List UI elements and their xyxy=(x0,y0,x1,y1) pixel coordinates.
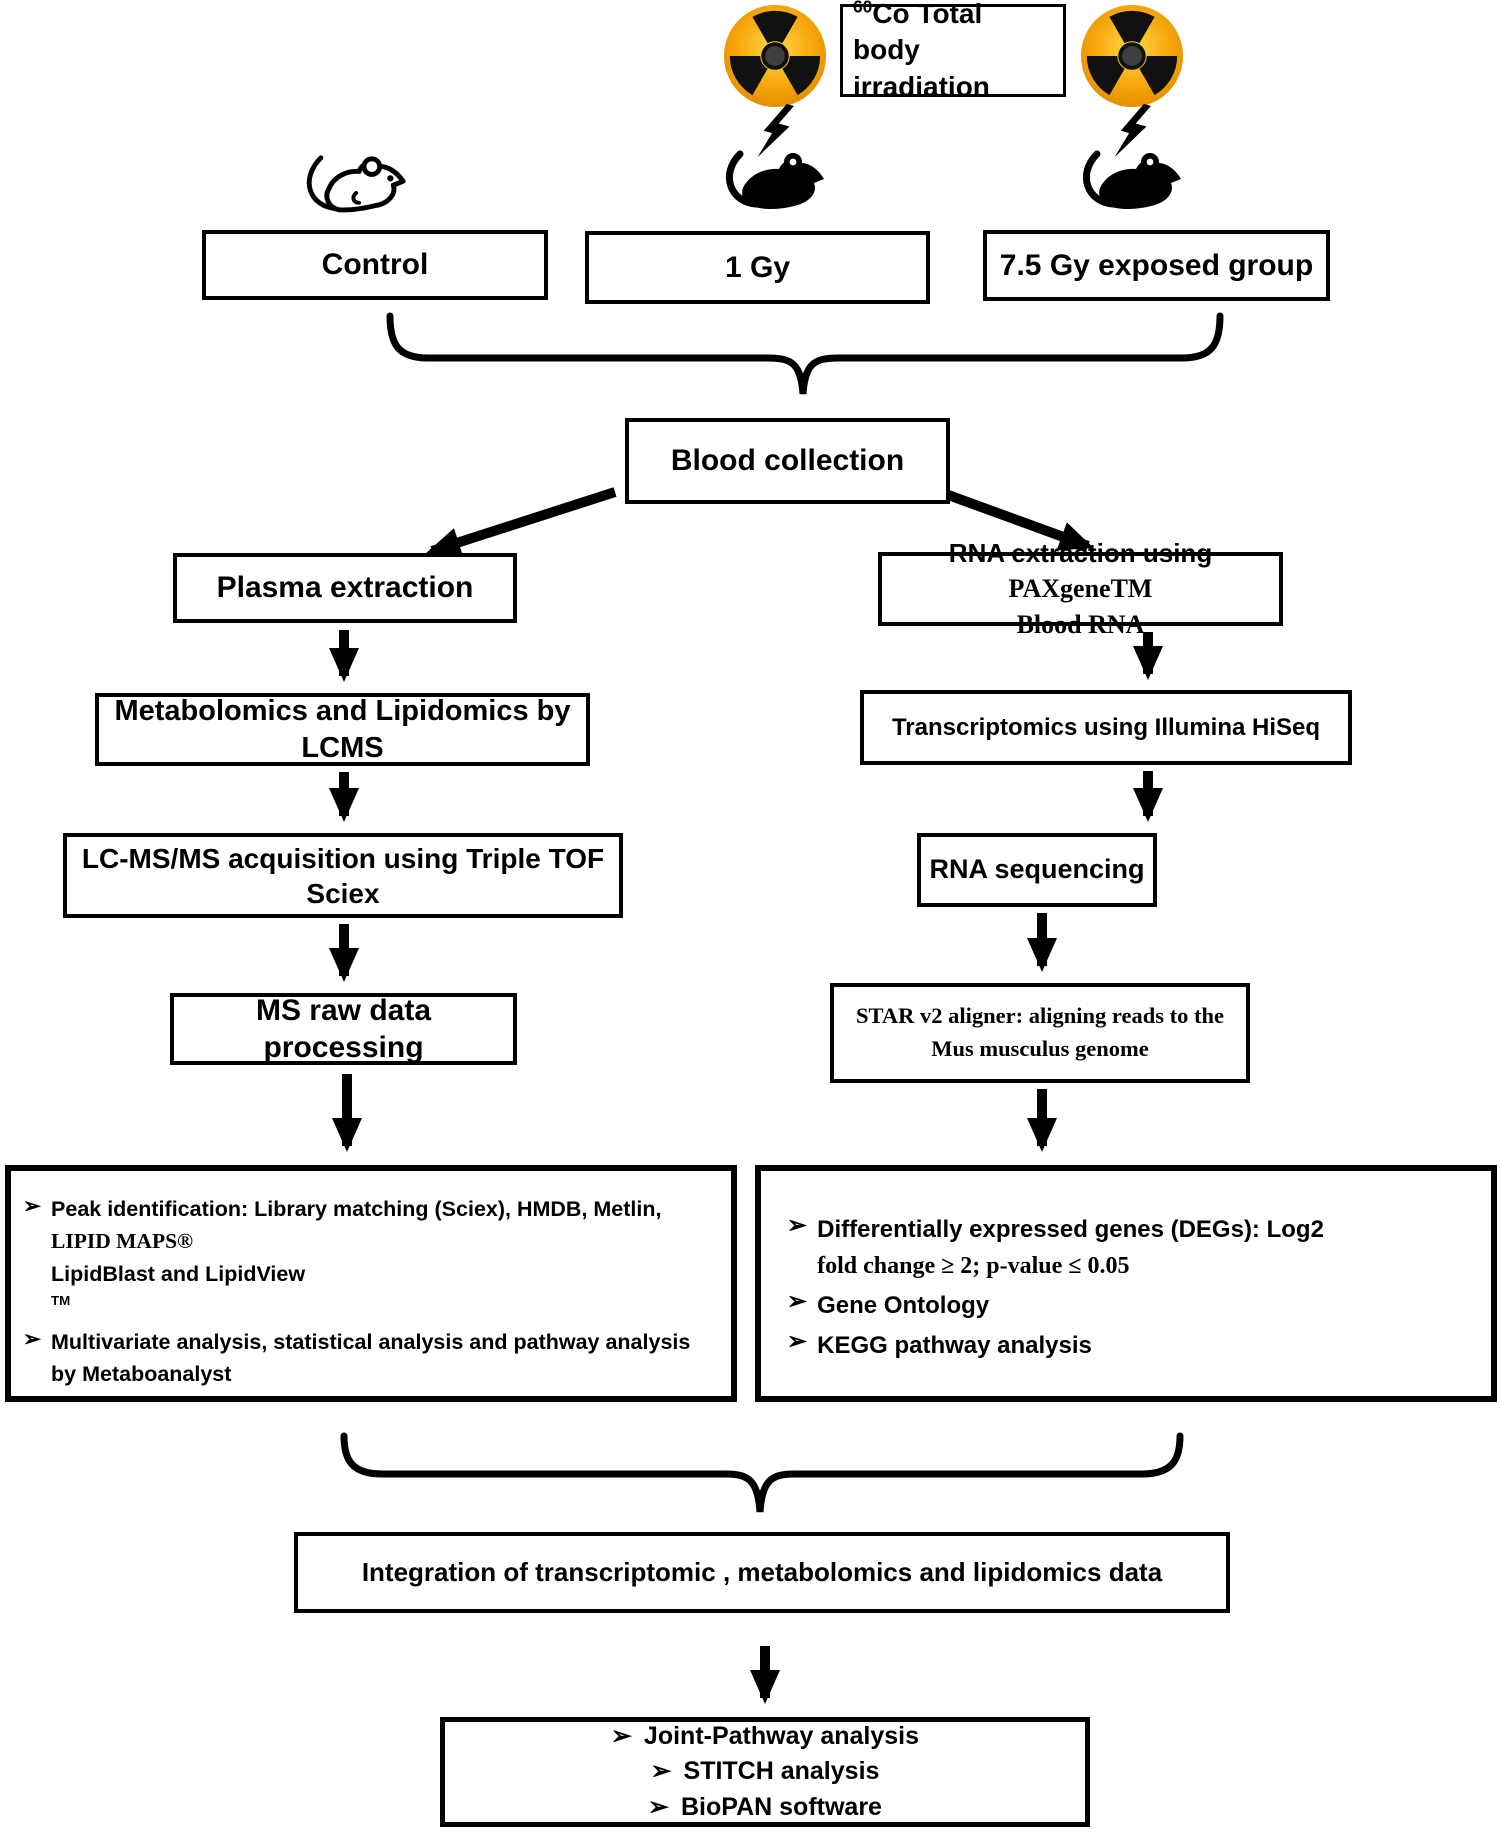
cobalt-60-superscript: 60 xyxy=(853,0,873,17)
mouse-irradiated-icon xyxy=(716,146,834,226)
bullet-kegg: ➢ KEGG pathway analysis xyxy=(787,1327,1092,1359)
step-plasma-extraction xyxy=(173,553,517,623)
arrowhead-bullet-icon: ➢ xyxy=(787,1288,808,1316)
mouse-outline-icon xyxy=(298,148,428,238)
irradiation-label-text: $^{60}$Co Total body irradiation xyxy=(853,0,1053,105)
bullet-gene-ontology: ➢ Gene Ontology xyxy=(787,1288,990,1320)
step-label: MS raw data processing xyxy=(255,993,432,1064)
final-analysis-box xyxy=(440,1717,1090,1827)
step-rna-sequencing xyxy=(917,833,1157,907)
final-item-stitch: ➢ STITCH analysis xyxy=(650,1757,880,1786)
irradiation-label xyxy=(840,0,1066,102)
metabolomics-results-box xyxy=(5,1165,737,1402)
arrowhead-bullet-icon: ➢ xyxy=(648,1792,669,1821)
arrowhead-bullet-icon: ➢ xyxy=(787,1327,808,1355)
group-box-75gy xyxy=(983,230,1330,301)
arrowhead-bullet-icon: ➢ xyxy=(650,1757,672,1786)
bullet-multivariate-analysis: ➢ Multivariate analysis, statistical analysis and pathway analysis by Metaboanalyst xyxy=(23,1327,691,1387)
mouse-irradiated-icon xyxy=(1073,146,1191,226)
step-label: Integration of transcriptomic , metabolomics and lipidomics data xyxy=(361,1557,1163,1588)
step-label: Transcriptomics using Illumina HiSeq xyxy=(891,713,1321,741)
transcriptomics-results-box xyxy=(755,1165,1497,1402)
final-item-joint-pathway: ➢ Joint-Pathway analysis xyxy=(610,1721,920,1750)
step-ms-raw-processing xyxy=(170,993,517,1065)
arrowhead-bullet-icon: ➢ xyxy=(23,1327,42,1351)
step-transcriptomics xyxy=(860,690,1352,765)
radiation-icon xyxy=(721,2,829,110)
group-label: Control xyxy=(321,248,429,282)
group-box-1gy xyxy=(585,231,930,304)
bullet-peak-identification: ➢ Peak identification: Library matching (Sciex), HMDB, Metlin, LIPID MAPS® LipidBlast and LipidView ™ xyxy=(23,1194,662,1308)
brace-results-to-integration xyxy=(344,1436,1180,1512)
group-label: 7.5 Gy exposed group xyxy=(999,248,1314,282)
arrowhead-bullet-icon: ➢ xyxy=(610,1721,632,1750)
group-box-control xyxy=(202,230,548,300)
step-star-alignment: STAR v2 aligner: aligning reads to the Mus musculus genome xyxy=(830,983,1250,1083)
bullet-deg: ➢ Differentially expressed genes (DEGs): Log2 fold change ≥ 2; p-value ≤ 0.05 xyxy=(787,1212,1324,1280)
step-lcmsms-acquisition: LC-MS/MS acquisition using Triple TOF Sciex xyxy=(63,833,623,918)
step-label: Blood collection xyxy=(670,444,905,478)
arrowhead-bullet-icon: ➢ xyxy=(787,1212,808,1239)
radiation-icon xyxy=(1078,2,1186,110)
step-blood-collection xyxy=(625,418,950,504)
arrowhead-bullet-icon: ➢ xyxy=(23,1194,42,1218)
step-metabolomics-lipidomics: Metabolomics and Lipidomics by LCMS xyxy=(95,693,590,766)
group-label: 1 Gy xyxy=(724,250,791,284)
step-integration xyxy=(294,1532,1230,1613)
final-item-biopan: ➢ BioPAN software xyxy=(648,1792,882,1821)
arrow-blood-to-plasma xyxy=(432,492,615,551)
brace-groups-to-blood xyxy=(390,316,1220,394)
step-label: RNA sequencing xyxy=(929,854,1145,885)
step-rna-extraction: RNA extraction using PAXgeneTM Blood RNA xyxy=(878,552,1283,626)
step-label: Plasma extraction xyxy=(216,571,474,605)
